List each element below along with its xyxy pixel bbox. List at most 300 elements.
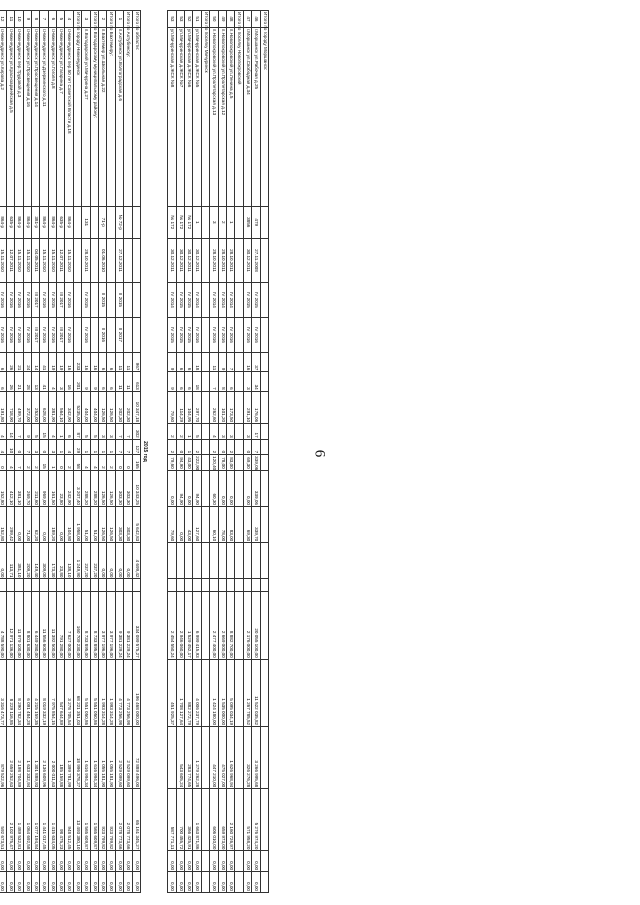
table-row: [0, 11, 6, 893]
table-cell: 0: [57, 455, 65, 471]
table-cell: [235, 543, 243, 579]
table-cell: 7: [252, 439, 260, 455]
table-cell: [235, 282, 243, 317]
table-cell: 8 019 332,19: [40, 659, 48, 726]
table-row: [23, 11, 31, 893]
table-cell: 68 221 351,03: [73, 659, 81, 726]
table-cell: 7 627 000,00: [65, 592, 73, 659]
table-cell: 233: [73, 352, 81, 371]
table-cell: 447 210,00: [210, 727, 218, 789]
table-row: [82, 11, 90, 893]
table-cell: 0,00: [82, 851, 90, 872]
table-cell: 4 773 256,98: [124, 659, 132, 726]
table-cell: 613: [132, 372, 140, 391]
table-cell: 185 159,88: [57, 727, 65, 789]
address-cell: г.Моршанск ул.Рабочая д.25: [252, 27, 260, 206]
table-cell: 189,20: [48, 506, 56, 542]
table-cell: 5: [82, 424, 90, 440]
table-cell: IV 2016: [82, 317, 90, 352]
table-cell: 3: [31, 439, 39, 455]
table-cell: [107, 317, 115, 352]
table-cell: IV 2016: [40, 282, 48, 317]
table-cell: 28.10.2011: [218, 238, 226, 282]
table-cell: IV 2016: [218, 317, 226, 352]
table-cell: 1 489 532,81: [15, 789, 23, 851]
table-cell: 342,90: [65, 391, 73, 423]
table-cell: 19: [57, 352, 65, 371]
table-cell: 30.12.2011: [168, 238, 176, 282]
table-cell: 9: [82, 372, 90, 391]
address-cell: г.Нижнеудинск пер.50 лет Советской Власти д.18: [65, 27, 73, 206]
table-cell: 1: [227, 206, 235, 238]
table-row: [48, 11, 56, 893]
table-cell: 28: [23, 372, 31, 391]
table-cell: 2 136 609,96: [40, 727, 48, 789]
table-cell: 15.11.2010: [48, 238, 56, 282]
table-cell: 6: [185, 372, 193, 391]
subtotal-row: [90, 11, 98, 893]
table-cell: [132, 317, 140, 352]
table-cell: 882 272,79: [185, 659, 193, 726]
address-cell: ул.Мичуринская д.ЖСК №8: [168, 27, 176, 206]
table-cell: Итого по Бахтемиру:: [107, 11, 115, 28]
table-cell: 6: [0, 352, 6, 371]
table-cell: IV 2016: [15, 282, 23, 317]
table-cell: 8 801 630,00: [23, 592, 31, 659]
table-cell: IV 2014: [210, 282, 218, 317]
table-cell: 53: [176, 11, 184, 28]
table-cell: [185, 543, 193, 579]
table-row: [99, 11, 107, 893]
table-cell: 0,00: [210, 872, 218, 893]
table-cell: [243, 543, 251, 579]
table-cell: 0,00: [31, 872, 39, 893]
table-cell: 3856: [243, 206, 251, 238]
table-cell: [124, 206, 132, 238]
table-cell: 3: [227, 424, 235, 440]
table-cell: [193, 543, 201, 579]
table-cell: 3: [99, 424, 107, 440]
table-cell: III 2017: [57, 282, 65, 317]
table-cell: [260, 659, 268, 726]
table-cell: 13 493 380,10: [73, 789, 81, 851]
table-cell: 334 099 575,27: [132, 592, 140, 659]
table-cell: 237,20: [90, 543, 98, 579]
table-cell: 297,70: [193, 391, 201, 423]
table-cell: 2 659 252,63: [6, 727, 14, 789]
table-cell: 1 663 871,86: [193, 789, 201, 851]
table-cell: [23, 579, 31, 592]
table-cell: 864-р: [40, 206, 48, 238]
table-cell: 1 055 181,90: [107, 727, 115, 789]
table-cell: [260, 851, 268, 872]
table-cell: 7: [210, 372, 218, 391]
table-cell: 126,50: [107, 506, 115, 542]
table-cell: 9 381 229,24: [115, 592, 123, 659]
table-cell: 16: [65, 372, 73, 391]
table-cell: 3 316 473,77: [0, 659, 6, 726]
table-cell: 6 999 415,93: [193, 592, 201, 659]
table-cell: 23,80: [57, 470, 65, 506]
table-cell: 2: [23, 455, 31, 471]
table-cell: [107, 282, 115, 317]
table-cell: [132, 282, 140, 317]
table-cell: 479: [252, 206, 260, 238]
table-cell: 10 347,18: [132, 391, 140, 423]
table-cell: [201, 391, 209, 423]
table-cell: 372,00: [23, 391, 31, 423]
table-cell: 299,42: [6, 506, 14, 542]
table-cell: 864-р: [48, 206, 56, 238]
table-cell: [201, 470, 209, 506]
table-row: [168, 11, 176, 893]
table-cell: [201, 238, 209, 282]
table-cell: [235, 592, 243, 659]
table-cell: 412,10: [6, 470, 14, 506]
table-cell: 62,20: [31, 506, 39, 542]
table-cell: 43,00: [185, 455, 193, 471]
table-cell: 114,29: [176, 391, 184, 423]
table-cell: 1: [48, 455, 56, 471]
table-cell: IV 2015: [185, 282, 193, 317]
table-cell: IV 2016: [243, 317, 251, 352]
table-cell: [260, 727, 268, 789]
table-cell: [90, 282, 98, 317]
table-cell: 0,00: [168, 851, 176, 872]
table-cell: 8 290 782,34: [15, 659, 23, 726]
table-cell: Итого по Володарскому муниципальному району:: [90, 11, 98, 28]
table-cell: 6: [65, 424, 73, 440]
table-cell: 126,50: [107, 470, 115, 506]
table-cell: 475 027,00: [218, 727, 226, 789]
table-cell: 0,00: [218, 872, 226, 893]
table-cell: 2: [107, 455, 115, 471]
table-cell: [260, 789, 268, 851]
table-row: [176, 11, 184, 893]
table-cell: [201, 282, 209, 317]
table-row: [243, 11, 251, 893]
table-cell: [124, 317, 132, 352]
table-cell: 11: [115, 352, 123, 371]
table-cell: 0,00: [40, 851, 48, 872]
table-cell: 2 454 550,24: [168, 592, 176, 659]
table-cell: [107, 206, 115, 238]
table-cell: 381,90: [48, 391, 56, 423]
address-cell: ул.Мичуринская д.ЖСК №6: [185, 27, 193, 206]
table-cell: 152,80: [0, 506, 6, 542]
table-cell: Итого по области:: [132, 11, 140, 28]
table-cell: № 172: [168, 206, 176, 238]
table-cell: 635-р: [6, 206, 14, 238]
table-cell: IV 2016: [48, 317, 56, 352]
table-cell: 16: [82, 352, 90, 371]
table-cell: 3: [218, 424, 226, 440]
table-cell: 2: [168, 439, 176, 455]
table-cell: 0,00: [57, 872, 65, 893]
table-cell: [90, 238, 98, 282]
table-cell: 5: [90, 424, 98, 440]
table-cell: 26: [6, 352, 14, 371]
table-cell: 4: [210, 424, 218, 440]
table-cell: IV 2014: [168, 282, 176, 317]
table-cell: 6 449 280,00: [31, 592, 39, 659]
table-cell: [218, 579, 226, 592]
table-cell: IV 2016: [40, 317, 48, 352]
table-cell: 10: [6, 439, 14, 455]
table-row: [210, 11, 218, 893]
table-cell: 28.10.2011: [82, 238, 90, 282]
table-cell: 11: [124, 372, 132, 391]
table-cell: [73, 206, 81, 238]
table-cell: [107, 238, 115, 282]
table-cell: IV 2016: [65, 282, 73, 317]
table-row: [218, 11, 226, 893]
table-row: [31, 11, 39, 893]
table-cell: 65 161 345,27: [132, 789, 140, 851]
table-cell: 28.10.2011: [210, 238, 218, 282]
table-cell: 6: [176, 352, 184, 371]
table-cell: 7: [15, 455, 23, 471]
table-cell: 6: [176, 372, 184, 391]
table-cell: IV 2014: [193, 282, 201, 317]
table-cell: 564,10: [57, 391, 65, 423]
table-cell: [260, 470, 268, 506]
address-cell: г.Нижнеудинск ул.Гоголя д.8: [48, 27, 56, 206]
table-cell: 0,00: [40, 872, 48, 893]
table-cell: 10 343,25: [132, 470, 140, 506]
table-cell: [201, 727, 209, 789]
table-cell: 0,00: [168, 872, 176, 893]
table-cell: [227, 579, 235, 592]
table-cell: III 2017: [31, 282, 39, 317]
register-table-lower: [0, 10, 141, 893]
table-cell: 499,70: [15, 391, 23, 423]
table-cell: 1 415 634,05: [48, 789, 56, 851]
table-cell: 0,00: [124, 851, 132, 872]
table-cell: 4: [0, 424, 6, 440]
table-cell: 1: [107, 439, 115, 455]
table-cell: 7 975 854,15: [48, 659, 56, 726]
table-cell: 4 699,42: [132, 543, 140, 579]
table-cell: 0,00: [15, 506, 23, 542]
table-cell: [201, 317, 209, 352]
table-cell: 48: [227, 11, 235, 28]
table-cell: 113,71: [6, 543, 14, 579]
table-cell: [235, 317, 243, 352]
table-cell: 41: [40, 352, 48, 371]
table-cell: 6: [107, 352, 115, 371]
table-cell: 404,00: [82, 391, 90, 423]
table-cell: 51: [193, 11, 201, 28]
table-cell: 381,10: [15, 470, 23, 506]
table-cell: IV 2016: [0, 282, 6, 317]
table-cell: 1: [185, 424, 193, 440]
address-cell: п.Новопокровский ул.Пролетарская д.13: [210, 27, 218, 206]
table-cell: [201, 206, 209, 238]
table-cell: 5 276 974,20: [252, 789, 260, 851]
table-cell: [124, 579, 132, 592]
subtotal-row: [260, 11, 268, 893]
table-cell: 222,90: [193, 455, 201, 471]
table-cell: 9: [90, 372, 98, 391]
table-cell: III 2017: [31, 317, 39, 352]
table-cell: 2 529 099,60: [124, 727, 132, 789]
table-cell: 3 266 995,68: [252, 727, 260, 789]
table-cell: II 2017: [115, 317, 123, 352]
address-cell: [132, 27, 140, 206]
table-cell: 173,30: [48, 543, 56, 579]
table-cell: 0,00: [107, 851, 115, 872]
table-cell: [99, 579, 107, 592]
table-cell: 1 441 017,45: [40, 789, 48, 851]
table-cell: 4 773 256,98: [115, 659, 123, 726]
table-cell: 120,40: [210, 455, 218, 471]
table-cell: II 2015: [99, 282, 107, 317]
table-cell: 71-р: [99, 206, 107, 238]
table-cell: 0,00: [218, 851, 226, 872]
table-cell: 5 551 050,86: [90, 659, 98, 726]
table-cell: 18: [193, 372, 201, 391]
table-cell: 262,60: [210, 391, 218, 423]
subtotal-row: [201, 11, 209, 893]
table-cell: 6: [0, 372, 6, 391]
table-cell: [193, 579, 201, 592]
table-cell: 1 301 889,93: [31, 727, 39, 789]
table-cell: 0,00: [176, 851, 184, 872]
table-cell: [260, 439, 268, 455]
table-cell: 79,60: [168, 506, 176, 542]
address-cell: г.Нижнеудинск ул.Красноармейская д.5: [6, 27, 14, 206]
table-cell: 3 207,40: [73, 470, 81, 506]
table-cell: [235, 872, 243, 893]
table-cell: 0,00: [0, 543, 6, 579]
table-cell: 0,00: [6, 872, 14, 893]
table-cell: 1 633 332,94: [23, 727, 31, 789]
table-cell: 791 280,00: [57, 592, 65, 659]
table-cell: 94,90: [176, 470, 184, 506]
table-cell: [201, 455, 209, 471]
table-cell: 11: [124, 352, 132, 371]
table-cell: 13: [31, 372, 39, 391]
table-cell: 41: [40, 372, 48, 391]
table-cell: [210, 579, 218, 592]
table-cell: Итого по городу Моршанск:: [260, 11, 268, 28]
table-cell: 8 882 700,00: [227, 592, 235, 659]
table-cell: 6: [227, 372, 235, 391]
table-cell: 14: [31, 352, 39, 371]
table-cell: 606 010,00: [210, 789, 218, 851]
table-cell: 4 215 159,35: [31, 659, 39, 726]
table-cell: 0: [40, 439, 48, 455]
table-cell: 1: [57, 439, 65, 455]
table-cell: 242,90: [65, 470, 73, 506]
table-cell: 0: [218, 439, 226, 455]
table-cell: 43,00: [185, 506, 193, 542]
table-cell: 283 774,65: [185, 727, 193, 789]
table-cell: 3: [243, 424, 251, 440]
table-cell: [57, 579, 65, 592]
table-cell: 30.12.2011: [176, 238, 184, 282]
table-cell: 6: [48, 11, 56, 28]
subtotal-row: [124, 11, 132, 893]
table-cell: [210, 543, 218, 579]
table-cell: 9: [168, 372, 176, 391]
table-cell: 6 091 484,28: [23, 659, 31, 726]
table-cell: 30.12.2011: [185, 238, 193, 282]
table-cell: 60,10: [210, 506, 218, 542]
table-cell: 211,60: [31, 470, 39, 506]
table-cell: [132, 206, 140, 238]
table-cell: 0,00: [90, 851, 98, 872]
table-cell: Итого по городу Нижнеудинск: [73, 11, 81, 28]
table-cell: [168, 579, 176, 592]
table-cell: [235, 439, 243, 455]
address-cell: г.Нижнеудинск ул.Просвещения д.14: [31, 27, 39, 206]
table-cell: 5: [57, 11, 65, 28]
table-cell: 01.06.2010: [99, 238, 107, 282]
table-cell: [185, 579, 193, 592]
table-cell: II 2016: [99, 317, 107, 352]
table-cell: 547 644,89: [57, 659, 65, 726]
table-cell: 3 977 196,00: [107, 592, 115, 659]
table-cell: 15.11.2010: [23, 238, 31, 282]
table-cell: 58: [73, 455, 81, 471]
table-cell: 2: [99, 455, 107, 471]
table-cell: 0,00: [90, 872, 98, 893]
table-cell: 04.05.2011: [31, 238, 39, 282]
table-cell: 1 616 994,34: [90, 727, 98, 789]
table-block-lower: [0, 10, 141, 893]
table-cell: [235, 455, 243, 471]
table-cell: 50: [210, 11, 218, 28]
table-cell: 101,20: [218, 391, 226, 423]
table-cell: [73, 317, 81, 352]
table-cell: 1 267 785,52: [243, 659, 251, 726]
table-cell: 0,00: [73, 872, 81, 893]
table-cell: 34: [252, 372, 260, 391]
table-cell: 339,06: [252, 470, 260, 506]
table-cell: IV 2015: [243, 282, 251, 317]
table-cell: 1 399 781,99: [65, 727, 73, 789]
table-cell: 592 673,51: [0, 789, 6, 851]
table-cell: 0,00: [243, 470, 251, 506]
table-cell: 571 958,20: [243, 789, 251, 851]
table-cell: 3: [243, 372, 251, 391]
table-cell: Итого по поселку Новопокровский: [235, 11, 243, 28]
table-cell: [48, 579, 56, 592]
page-number: 6: [311, 449, 328, 458]
table-cell: 3: [82, 11, 90, 28]
table-cell: 1 279 262,28: [193, 727, 201, 789]
table-cell: 0,00: [185, 872, 193, 893]
table-cell: [82, 579, 90, 592]
table-cell: [260, 238, 268, 282]
table-cell: [201, 872, 209, 893]
table-cell: 27.11.2008: [252, 238, 260, 282]
table-cell: 2 669 000,00: [218, 592, 226, 659]
table-cell: IV 2016: [23, 317, 31, 352]
table-cell: 2: [99, 11, 107, 28]
table-cell: 404,00: [90, 391, 98, 423]
table-cell: 1: [185, 439, 193, 455]
table-cell: 381,10: [15, 543, 23, 579]
table-cell: 0,00: [115, 851, 123, 872]
table-cell: 659 973,00: [218, 789, 226, 851]
table-cell: 127: [132, 439, 140, 455]
table-cell: 967: [132, 352, 140, 371]
table-cell: [201, 592, 209, 659]
table-cell: 4 788 590,00: [0, 592, 6, 659]
